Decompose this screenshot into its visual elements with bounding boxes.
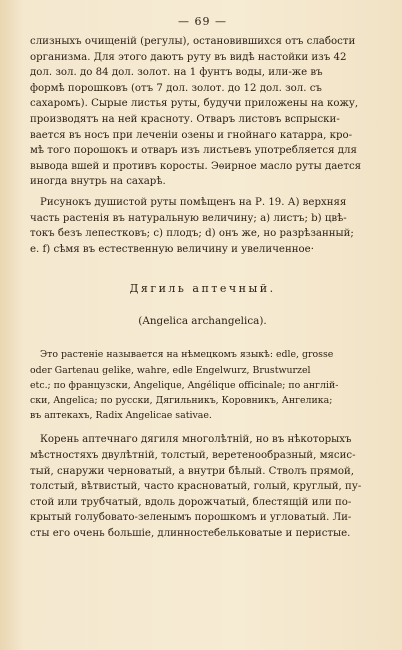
latin-name: (Angelica archangelica). [138,315,267,328]
text-line: вается въ носъ при леченіи озены и гнойнаго катарра, кро- [30,129,353,141]
text-line: стой или трубчатый, вдоль дорожчатый, блестящій или по- [30,496,352,508]
text-line: мѣстностяхъ двулѣтній, толстый, веретенообразный, мясис- [30,449,356,461]
page-number: — 69 — [178,15,227,28]
text-line: сахаромъ). Сырые листья руты, будучи приложены на кожу, [30,98,359,110]
text-line: часть растенія въ натуральную величину; а) листъ; b) цвѣ- [30,212,347,224]
text-line: иногда внутрь на сахарѣ. [30,176,166,188]
text-line: вывода вшей и противъ коросты. Эѳирное масло руты дается [30,160,362,172]
text-line: Рисунокъ душистой руты помѣщенъ на Р. 19. А) верхняя [40,196,347,208]
text-line: слизныхъ очищеній (регулы), остановившихся отъ слабости [30,36,356,47]
text-line: толстый, вѣтвистый, часто красноватый, голый, круглый, пу- [30,481,362,493]
text-line: сты его очень большіе, длинностебельковатые и перистые. [30,527,351,539]
text-line: крытый голубовато-зеленымъ порошкомъ и угловатый. Ли- [30,512,352,524]
text-line: etc.; по французски, Angelique, Angélique officinale; по англій- [30,379,339,391]
text-line: e. f) сѣмя въ естественную величину и увеличенное· [30,243,314,255]
text-line: Корень аптечнаго дягиля многолѣтній, но въ нѣкоторыхъ [40,434,352,446]
section-heading: Дягиль аптечный. [129,282,276,296]
text-line: мѣ того порошокъ и отваръ изъ листьевъ употребляется для [30,145,357,157]
text-line: токъ безъ лепестковъ; c) плодъ; d) онъ же, но разрѣзанный; [30,228,354,240]
paragraph-rue-usage [30,34,375,190]
text-line: Это растеніе называется на нѣмецкомъ языкѣ: edle, grosse [40,349,334,361]
text-line: въ аптекахъ, Radix Angelicae sativae. [30,410,212,422]
text-line: ски, Angelica; по русски, Дягильникъ, Коровникъ, Ангелика; [30,394,333,406]
paragraph-names [30,347,375,423]
text-line: дол. зол. до 84 дол. золот. на 1 фунтъ воды, или-же въ [30,67,323,79]
text-line: производятъ на ней красноту. Отваръ листовъ вспрыски- [30,113,340,125]
text-line: тый, снаружи черноватый, а внутри бѣлый. Стволъ прямой, [30,465,354,477]
paragraph-description [30,432,375,541]
text-line: формѣ порошковъ (отъ 7 дол. золот. до 12 дол. зол. съ [30,82,322,94]
paragraph-figure-caption [30,195,375,257]
text-line: организма. Для этого даютъ руту въ видѣ настойки изъ 42 [30,51,347,63]
text-line: oder Gartenau gelike, wahre, edle Engelwurz, Brustwurzel [30,364,311,376]
